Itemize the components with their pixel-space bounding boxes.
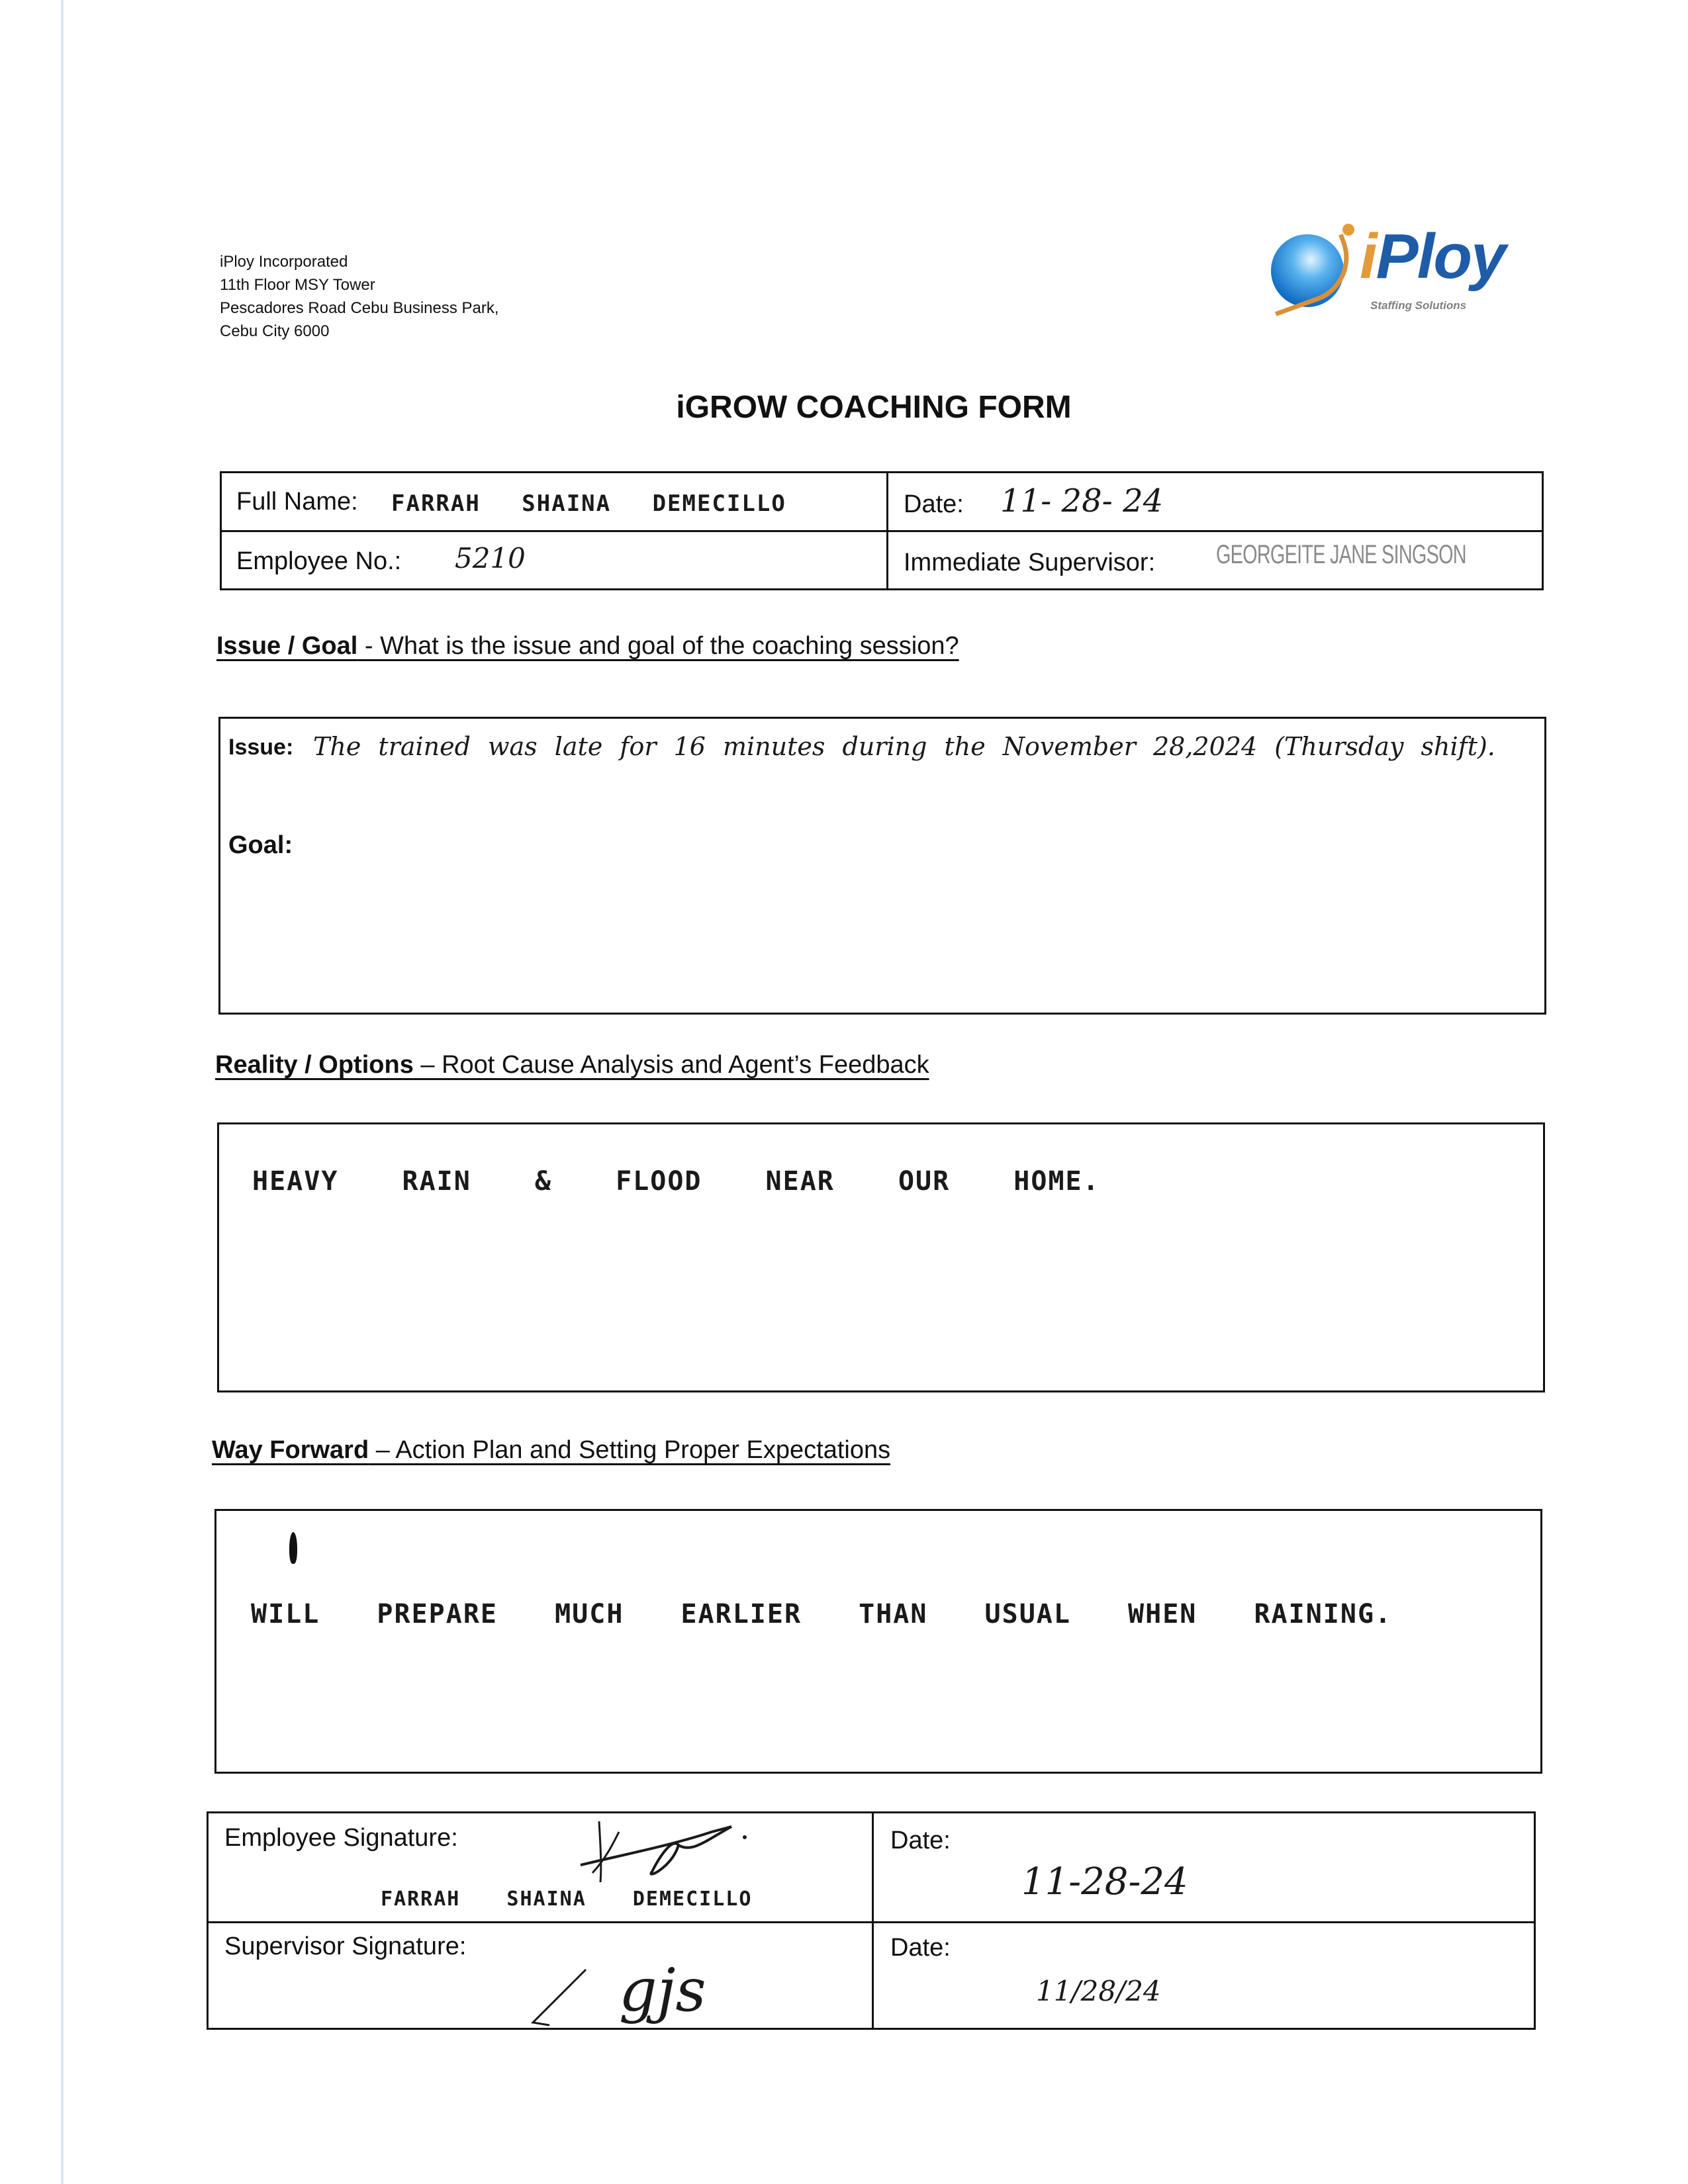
full-name-label: Full Name:: [236, 488, 358, 516]
issue-value[interactable]: The trained was late for 16 minutes during the November 28,2024 (Thursday shift).: [313, 732, 1495, 761]
employee-date-value[interactable]: 11-28-24: [1021, 1860, 1188, 1903]
reality-options-box: [217, 1122, 1545, 1392]
signature-stroke: [533, 1970, 586, 2025]
employee-date-label: Date:: [890, 1827, 951, 1854]
issue-goal-heading-rest: - What is the issue and goal of the coaching session?: [357, 632, 959, 660]
address-line-1: 11th Floor MSY Tower: [220, 276, 375, 294]
supervisor-date-label: Date:: [890, 1934, 951, 1962]
employee-printed-name: FARRAH SHAINA DEMECILLO: [381, 1888, 753, 1911]
way-forward-heading-bold: Way Forward: [212, 1436, 369, 1464]
way-forward-heading-rest: – Action Plan and Setting Proper Expectations: [369, 1436, 891, 1464]
form-title: iGROW COACHING FORM: [676, 390, 1072, 425]
reality-options-value[interactable]: HEAVY RAIN & FLOOD NEAR OUR HOME.: [252, 1166, 1100, 1197]
company-logo: [1264, 218, 1556, 331]
logo-wordmark: [1360, 221, 1505, 292]
company-name: iPloy Incorporated: [220, 253, 348, 271]
supervisor-date-value[interactable]: 11/28/24: [1036, 1975, 1161, 2007]
signature-diagonal-stroke: [520, 1967, 592, 2028]
address-line-3: Cebu City 6000: [220, 322, 330, 340]
reality-options-heading-rest: – Root Cause Analysis and Agent’s Feedback: [413, 1051, 929, 1079]
way-forward-box: [214, 1509, 1542, 1774]
table-divider: [222, 530, 1542, 532]
signature-stroke: [592, 1832, 619, 1873]
signature-table: [207, 1811, 1536, 2030]
signature-stroke: [581, 1827, 731, 1874]
supervisor-value[interactable]: GEORGEITE JANE SINGSON: [1216, 540, 1466, 569]
employee-info-table: [220, 471, 1544, 590]
issue-goal-heading-bold: Issue / Goal: [216, 632, 358, 660]
date-value[interactable]: 11- 28- 24: [1000, 482, 1164, 520]
way-forward-heading: [212, 1436, 890, 1465]
goal-label: Goal:: [228, 831, 293, 859]
supervisor-label: Immediate Supervisor:: [904, 549, 1156, 576]
reality-options-heading-bold: Reality / Options: [215, 1051, 414, 1079]
address-line-2: Pescadores Road Cebu Business Park,: [220, 299, 499, 317]
issue-goal-heading: [216, 632, 959, 660]
full-name-value[interactable]: FARRAH SHAINA DEMECILLO: [391, 490, 786, 517]
employee-signature-drawing[interactable]: [579, 1819, 751, 1885]
signature-stroke: [599, 1821, 601, 1882]
logo-word: Ploy: [1376, 221, 1505, 292]
logo-tagline: Staffing Solutions: [1370, 299, 1467, 312]
signature-dot: [743, 1835, 747, 1839]
person-dot-icon: [1342, 224, 1354, 236]
employee-signature-label: Employee Signature:: [224, 1824, 458, 1852]
date-label: Date:: [904, 490, 964, 518]
employee-no-label: Employee No.:: [236, 547, 402, 575]
way-forward-value[interactable]: WILL PREPARE MUCH EARLIER THAN USUAL WHEN RAINING.: [251, 1599, 1393, 1629]
scan-edge-line: [61, 0, 64, 2184]
supervisor-initials[interactable]: gjs: [619, 1956, 706, 2025]
supervisor-signature-label: Supervisor Signature:: [224, 1933, 467, 1960]
swoosh-icon: [1258, 234, 1362, 316]
logo-prefix: i: [1360, 221, 1376, 292]
ink-blot-mark: [289, 1532, 297, 1564]
table-divider: [872, 1813, 874, 2028]
issue-goal-box: [218, 717, 1546, 1015]
table-divider: [209, 1921, 1534, 1923]
issue-label: Issue:: [228, 735, 294, 760]
company-address-block: [220, 250, 499, 343]
reality-options-heading: [215, 1051, 929, 1079]
goal-value[interactable]: [313, 830, 1505, 870]
employee-no-value[interactable]: 5210: [455, 542, 526, 574]
